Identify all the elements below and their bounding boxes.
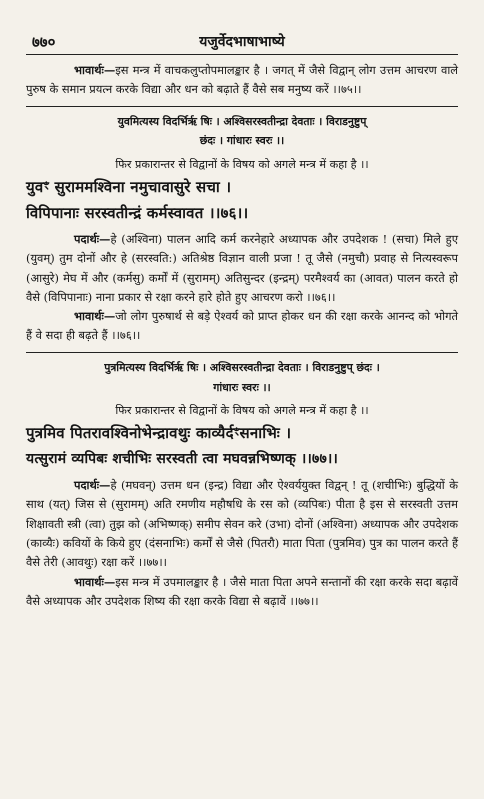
- mantra-line-2: यत्सुरामं व्यपिबः शचीभिः सरस्वती त्वा मघवन्नभिष्णक् ।।७७।।: [26, 451, 338, 468]
- bhavarth-label: भावार्थः—: [74, 574, 116, 589]
- bhavarth-paragraph: [26, 307, 458, 346]
- rishi-devata-line: युवमित्यस्य विदर्भिर्ऋ षिः । अश्विसरस्वतीन्द्रा देवताः । विराडनुष्टुप्: [117, 115, 367, 129]
- padarth-label: पदार्थः—: [74, 231, 111, 246]
- mantra-line-2: विपिपानाः सरस्वतीन्द्रं कर्मस्वावत ।।७६।।: [26, 203, 249, 222]
- bhavarth-text: इस मन्त्र में उपमालङ्कार है । जैसे माता पिता अपने सन्तानों की रक्षा करके सदा बढ़ावें वैसे अध्यापक और उपदेशक शिष्य की रक्षा करके विद्या से बढ़ावें ।।७७।।: [26, 574, 458, 608]
- section-divider: [26, 106, 458, 108]
- mantra-intro: फिर प्रकारान्तर से विद्वानों के विषय को अगले मन्त्र में कहा है ।।: [115, 157, 369, 171]
- page-number: ७७०: [32, 33, 56, 51]
- padarth-label: पदार्थः—: [74, 478, 111, 493]
- bhavarth-paragraph: [26, 61, 458, 100]
- chhand-swar-line: गांधारः स्वरः ।।: [213, 380, 271, 394]
- padarth-text: हे (मघवन्) उत्तम धन (इन्द्र) विद्या और ऐश्वर्ययुक्त विद्वन् ! तू (शचीभिः) बुद्धियों के साथ (यत्) जिस से (सुरामम्) अति रमणीय महौषधि के रस को (व्यपिबः) पीता है इस से सरस्वती उत्तम शिक्षावती स्त्री (त्वा) तुझ को (अभिष्णक्) समीप सेवन करे (उभा) दोनों (अश्विना) अध्यापक और उपदेशक (काव्यैः) कवियों के किये हुए (दंसनाभिः) कर्मों से जैसे (पितरौ) माता पिता (पुत्रमिव) पुत्र का पालन करते हैं वैसे तेरी (आवथुः) रक्षा करें ।।७७।।: [26, 478, 458, 570]
- chhand-swar-line: छंदः । गांधारः स्वरः ।।: [199, 134, 285, 148]
- padarth-text: हे (अश्विना) पालन आदि कर्म करनेहारे अध्यापक और उपदेशक ! (सचा) मिले हुए (युवम्) तुम दोनों और हे (सरस्वति:) अतिश्रेष्ठ विज्ञान वाली प्रजा ! तू जैसे (नमुचौ) प्रवाह से नित्यस्वरूप (आसुरे) मेघ में और (कर्मसु) कर्मों में (सुरामम्) अतिसुन्दर (इन्द्रम्) परमैश्वर्य का (आवत) पालन करते हो वैसे (विपिपानाः) नाना प्रकार से रक्षा करने हारे होते हुए आचरण करो ।।७६।।: [26, 231, 458, 304]
- running-title: यजुर्वेदभाषाभाष्ये: [199, 34, 285, 50]
- rishi-devata-line: पुत्रमित्यस्य विदर्भिर्ऋ षिः । अश्विसरस्वतीन्द्रा देवताः । विराडनुष्टुप् छंदः ।: [104, 361, 380, 375]
- mantra-line-1: पुत्रमिव पितरावश्विनोभेन्द्रावथुः काव्यैर्दꣳसनाभिः ।: [26, 424, 292, 443]
- bhavarth-paragraph: [26, 573, 458, 612]
- bhavarth-label: भावार्थः—: [74, 63, 116, 77]
- padarth-paragraph: [26, 230, 458, 307]
- padarth-paragraph: [26, 476, 458, 572]
- page-header: [26, 30, 458, 55]
- mantra-line-1: युवꣳ सुराममश्विना नमुचावासुरे सचा ।: [26, 177, 232, 196]
- section-divider: [26, 352, 458, 354]
- mantra-intro: फिर प्रकारान्तर से विद्वानों के विषय को अगले मन्त्र में कहा है ।।: [115, 403, 369, 417]
- bhavarth-text: जो लोग पुरुषार्थ से बड़े ऐश्वर्य को प्राप्त होकर धन की रक्षा करके आनन्द को भोगते हैं वे सदा ही बढ़ते हैं ।।७६।।: [26, 309, 458, 343]
- bhavarth-label: भावार्थः—: [74, 309, 116, 324]
- bhavarth-text: इस मन्त्र में वाचकलुप्तोपमालङ्कार है । जगत् में जैसे विद्वान् लोग उत्तम आचरण वाले पुरुष के समान प्रयत्न करके विद्या और धन को बढ़ाते हैं वैसे सब मनुष्य करें ।।७५।।: [26, 63, 458, 97]
